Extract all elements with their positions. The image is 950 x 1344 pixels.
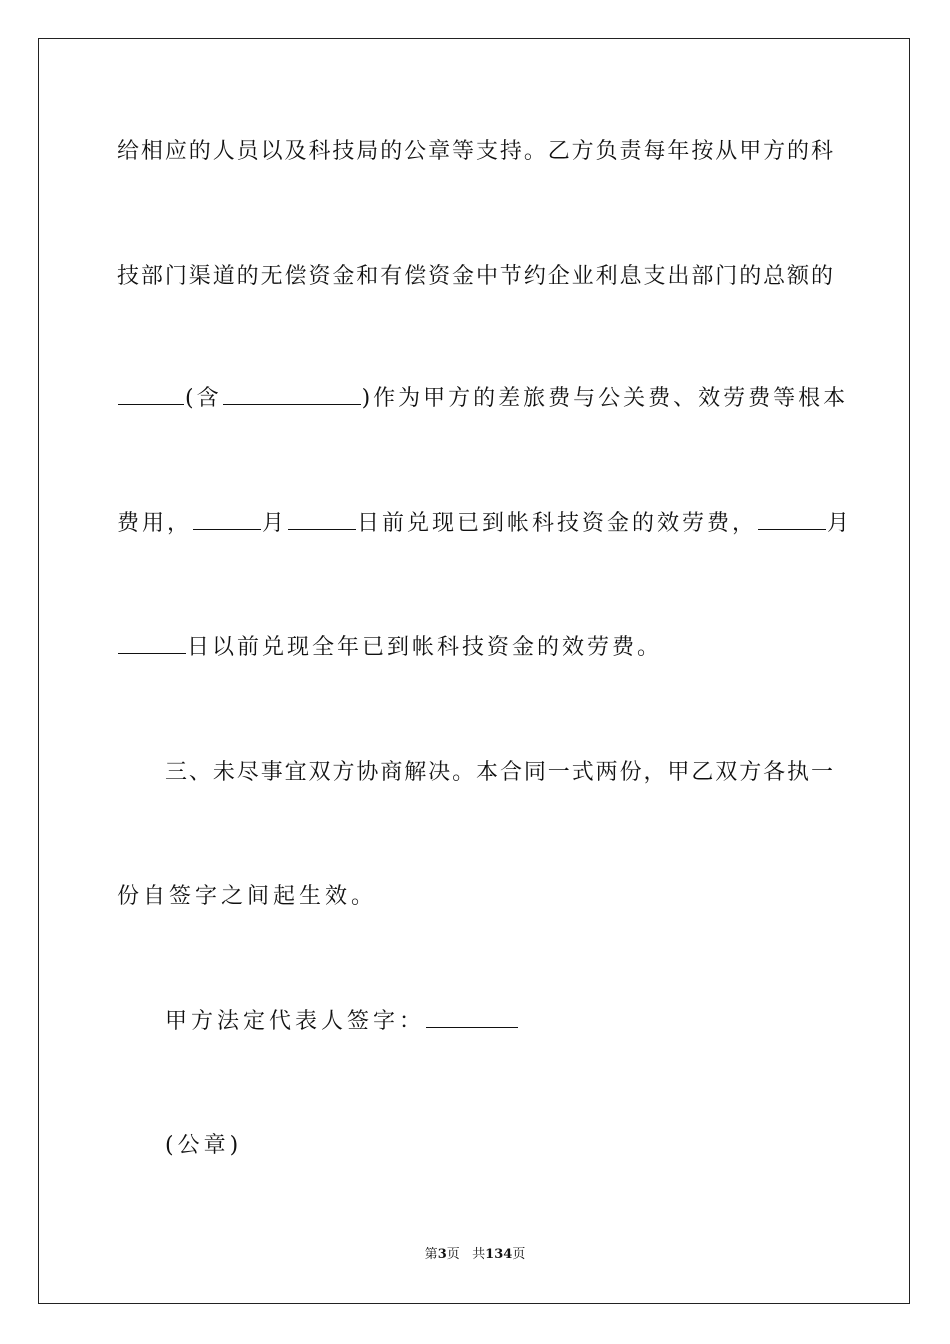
footer-page-prefix: 第 — [424, 1247, 438, 1262]
text-line-2: 技部门渠道的无偿资金和有偿资金中节约企业利息支出部门的总额的 — [117, 264, 833, 289]
page-border — [38, 38, 910, 1304]
text-segment: 月 — [262, 511, 288, 536]
signature-line — [165, 1007, 833, 1037]
text-segment: 月 — [827, 511, 853, 536]
text-line-5 — [117, 633, 833, 663]
signature-label: 甲方法定代表人签字： — [165, 1009, 426, 1034]
signature-blank — [426, 1009, 518, 1028]
blank-underline — [118, 386, 184, 405]
text-line-3 — [117, 384, 849, 414]
text-segment: )作为甲方的差旅费与公关费、效劳费等根本 — [361, 386, 849, 411]
text-line-6: 三、未尽事宜双方协商解决。本合同一式两份，甲乙双方各执一 — [165, 760, 833, 785]
text-segment: 日前兑现已到帐科技资金的效劳费， — [357, 511, 758, 536]
seal-label: (公章) — [165, 1133, 243, 1158]
blank-underline — [193, 511, 261, 530]
footer-page-suffix: 页 — [446, 1247, 460, 1262]
blank-underline — [118, 635, 186, 654]
text-line-4 — [117, 509, 853, 539]
footer-page-number: 3 — [437, 1247, 447, 1262]
blank-underline — [758, 511, 826, 530]
text-segment: 费用， — [117, 511, 193, 536]
text-segment: (含 — [185, 386, 222, 411]
blank-underline — [288, 511, 356, 530]
text-line-1: 给相应的人员以及科技局的公章等支持。乙方负责每年按从甲方的科 — [117, 139, 833, 164]
blank-underline — [223, 386, 361, 405]
footer-total-suffix: 页 — [512, 1247, 526, 1262]
text-segment: 日以前兑现全年已到帐科技资金的效劳费。 — [187, 635, 663, 660]
footer-total-pages: 134 — [485, 1247, 513, 1262]
text-line-7: 份自签字之间起生效。 — [117, 884, 378, 909]
footer-total-prefix: 共 — [472, 1247, 486, 1262]
page-footer — [0, 1246, 950, 1264]
